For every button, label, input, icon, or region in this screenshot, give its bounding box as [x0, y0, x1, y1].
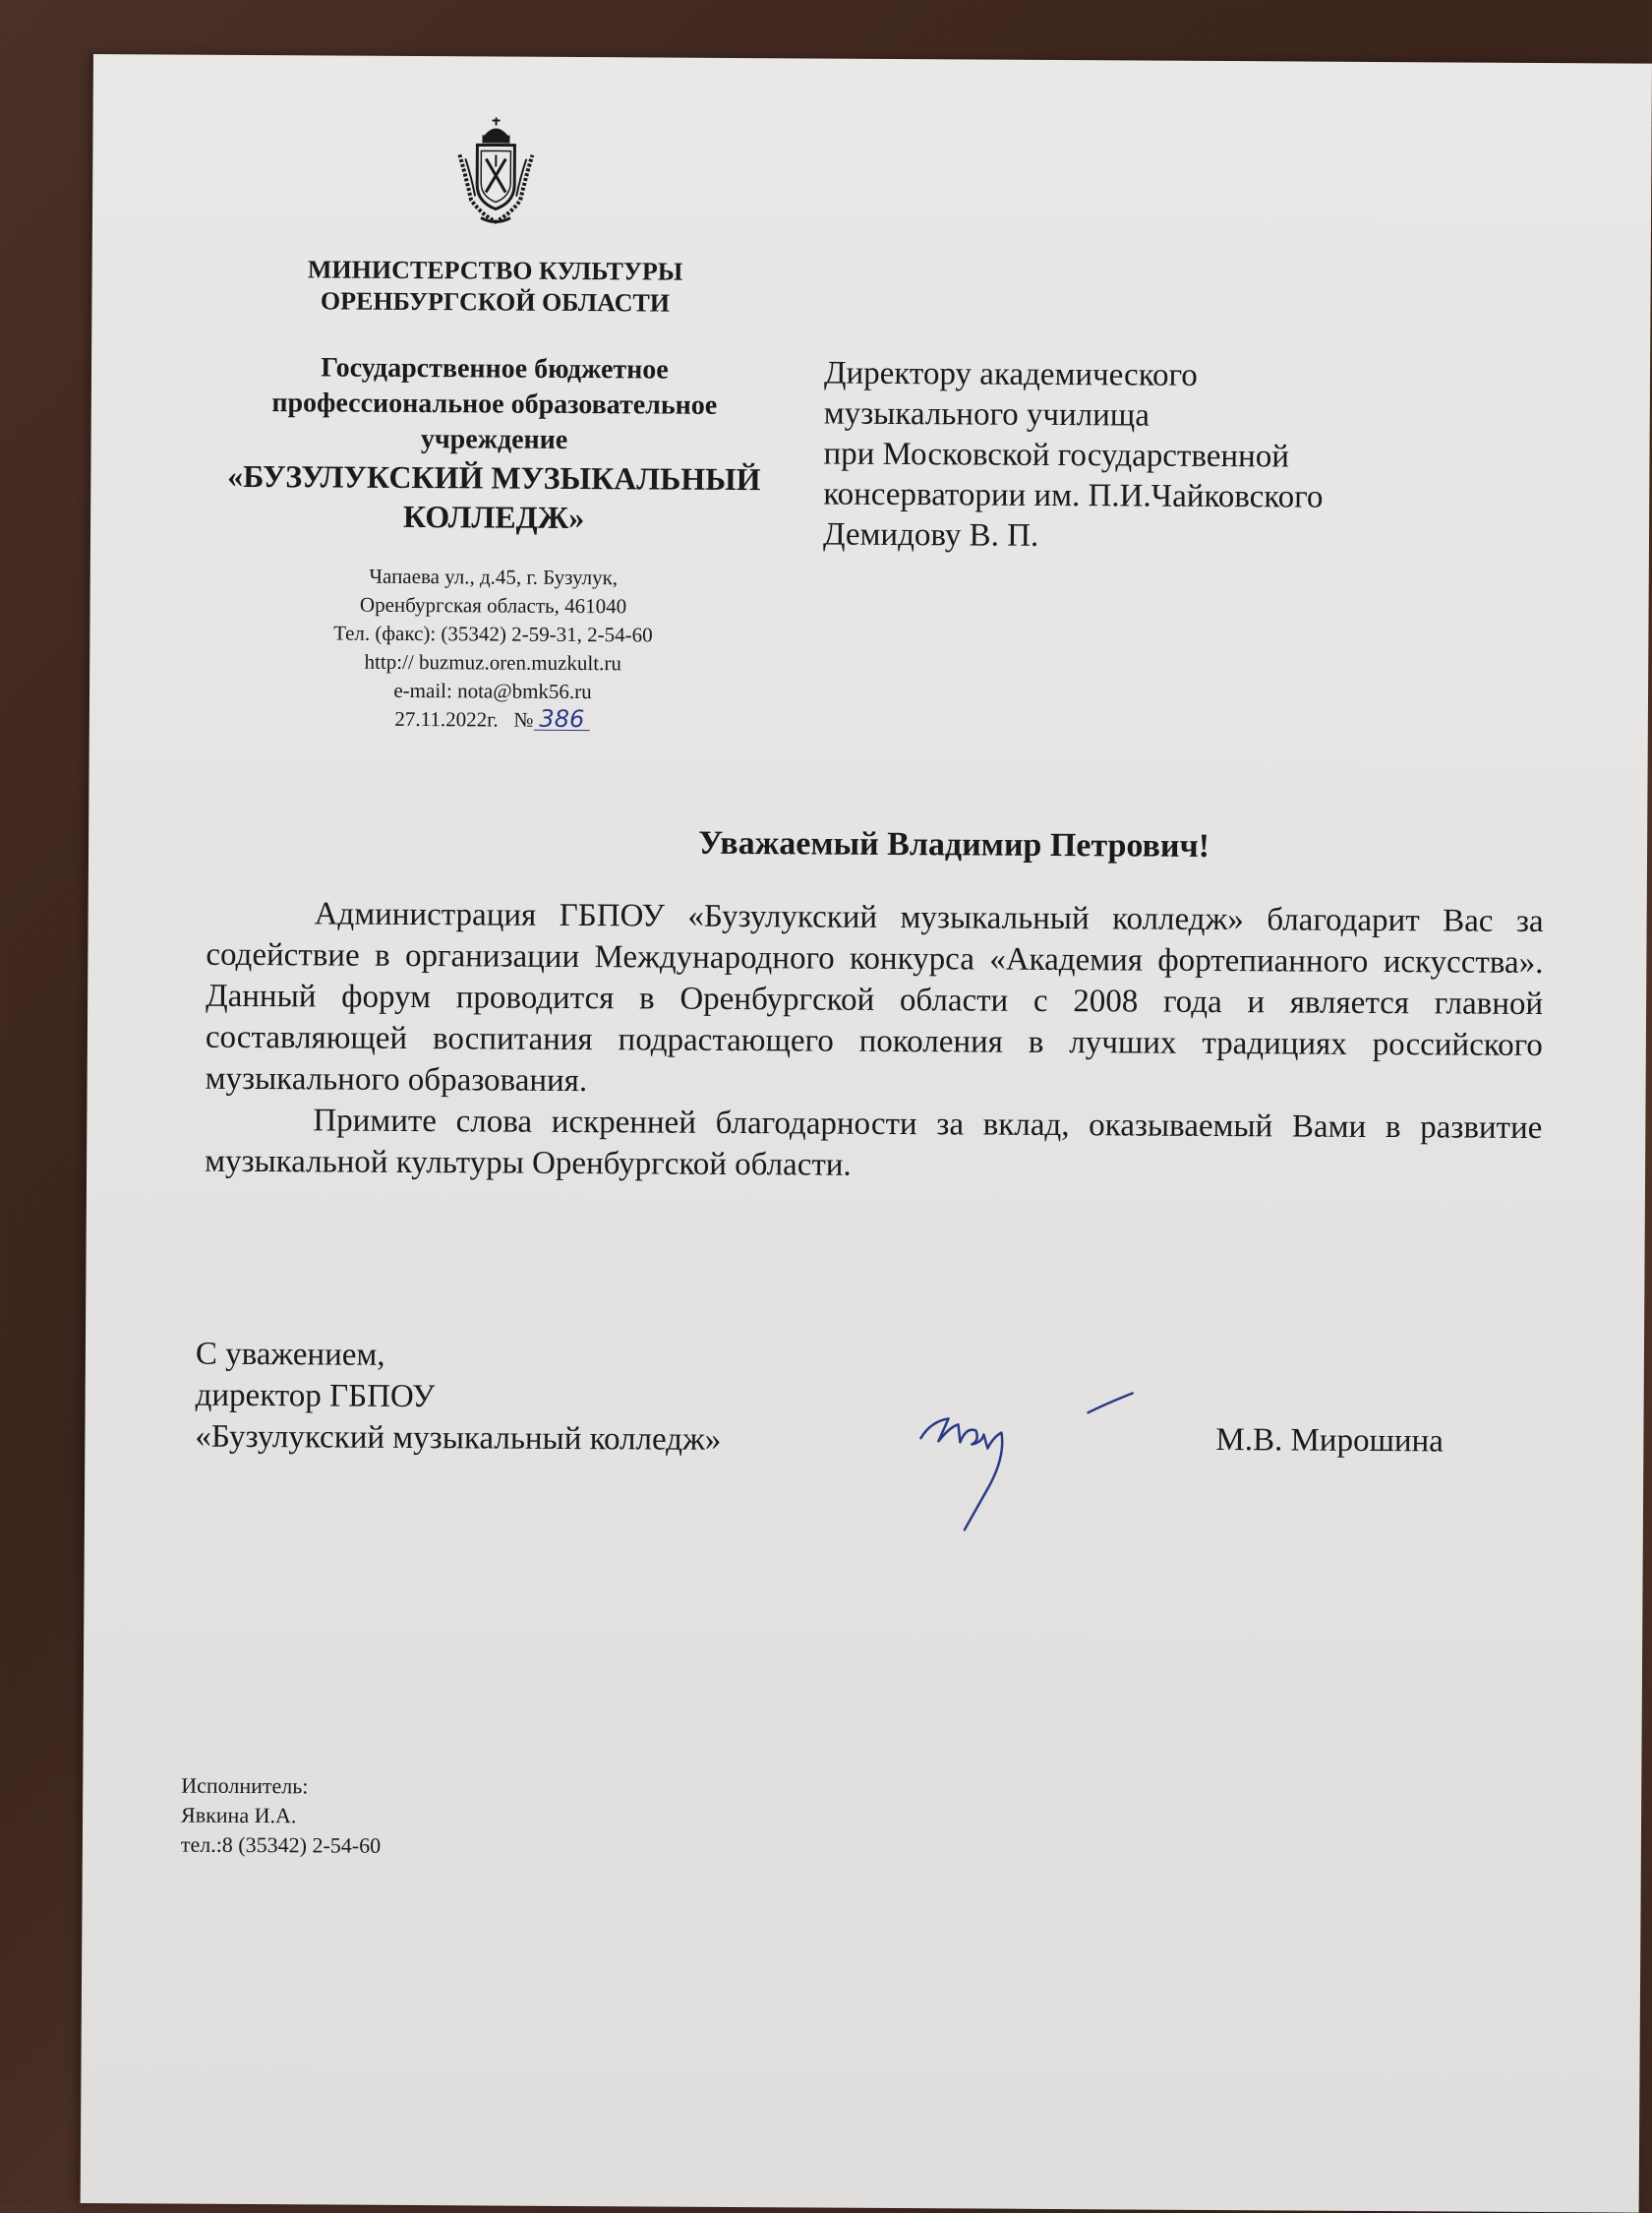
closing-block [195, 1334, 884, 1462]
executor-name: Явкина И.А. [181, 1801, 574, 1832]
handwritten-signature [911, 1367, 1167, 1556]
org-line-3: учреждение [200, 421, 790, 460]
address-line-1: Чапаева ул., д.45, г. Бузулук, [248, 562, 739, 593]
address-line-2: Оренбургская область, 461040 [247, 590, 738, 622]
recipient-line-5: Демидову В. П. [823, 515, 1452, 560]
coat-of-arms-emblem [451, 115, 541, 229]
email-line: e-mail: nota@bmk56.ru [247, 676, 738, 707]
ministry-header [278, 254, 711, 320]
letter-date: 27.11.2022г. [394, 707, 498, 732]
body-paragraph-1: Администрация ГБПОУ «Бузулукский музыкальный колледж» благодарит Вас за содействие в организации Международного конкурса «Академия фортепианного искусства». Данный форум проводится в Оренбургской области с 2008 года и является главной составляющей воспитания подрастающего поколения в лучших традициях российского музыкального образования. [206, 893, 1544, 1107]
handwritten-letter-number: 386 [533, 708, 590, 731]
closing-line-3: «Бузулукский музыкальный колледж» [195, 1416, 883, 1462]
recipient-line-2: музыкального училища [824, 394, 1453, 439]
executor-block [181, 1771, 575, 1862]
signer-name: М.В. Мирошина [1215, 1422, 1444, 1460]
recipient-line-4: консерватории им. П.И.Чайковского [823, 475, 1452, 519]
contact-block [247, 562, 739, 736]
recipient-block [823, 354, 1453, 560]
organization-header [199, 350, 790, 539]
org-line-2: профессиональное образовательное [200, 386, 790, 425]
recipient-line-1: Директору академического [824, 354, 1453, 398]
ministry-line-2: ОРЕНБУРГСКОЙ ОБЛАСТИ [278, 285, 711, 320]
body-paragraph-2: Примите слова искренней благодарности за вклад, оказываемый Вами в развитие музыкальной культуры Оренбургской области. [205, 1100, 1542, 1190]
org-name-line-2: КОЛЛЕДЖ» [199, 496, 789, 539]
letter-body [205, 893, 1544, 1190]
number-label: № [513, 708, 533, 732]
org-name-line-1: «БУЗУЛУКСКИЙ МУЗЫКАЛЬНЫЙ [199, 456, 789, 500]
phone-line: Тел. (факс): (35342) 2-59-31, 2-54-60 [247, 619, 738, 650]
letter-page [81, 54, 1652, 2213]
executor-phone: тел.:8 (35342) 2-54-60 [181, 1830, 574, 1862]
org-line-1: Государственное бюджетное [200, 350, 790, 389]
recipient-line-3: при Московской государственной [823, 435, 1452, 479]
website-line: http:// buzmuz.oren.muzkult.ru [247, 647, 738, 679]
executor-label: Исполнитель: [181, 1771, 574, 1803]
date-number-line [247, 704, 738, 736]
greeting: Уважаемый Владимир Петрович! [285, 822, 1622, 867]
closing-line-2: директор ГБПОУ [196, 1375, 884, 1420]
ministry-line-1: МИНИСТЕРСТВО КУЛЬТУРЫ [279, 254, 712, 288]
closing-line-1: С уважением, [196, 1334, 884, 1379]
